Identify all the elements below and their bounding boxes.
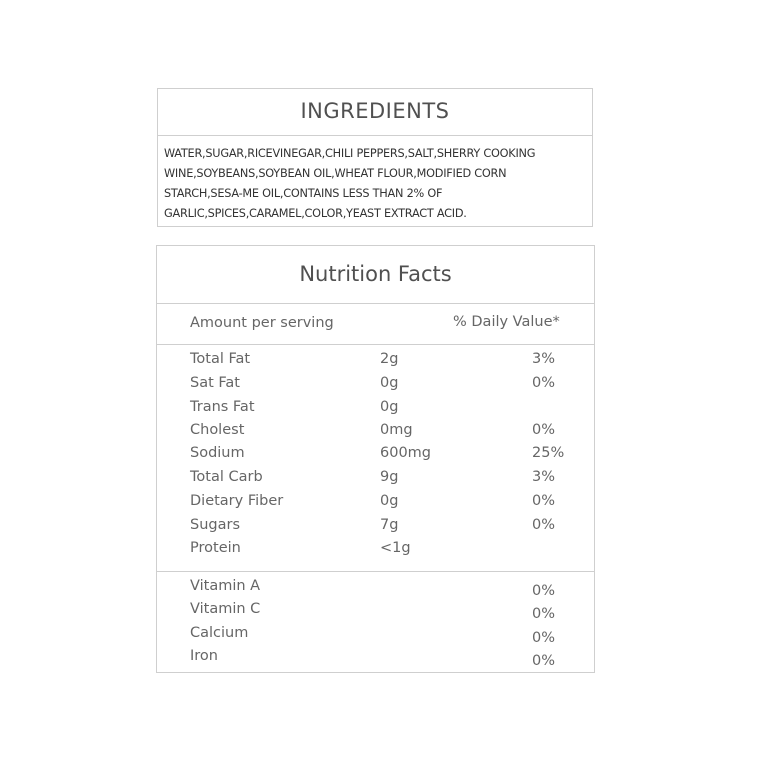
nutrient-daily-value: 0% bbox=[532, 517, 556, 533]
nutrient-name: Dietary Fiber bbox=[190, 493, 284, 509]
vitamin-daily-value: 0% bbox=[532, 653, 556, 669]
vitamin-daily-value: 0% bbox=[532, 583, 556, 599]
daily-value-label: % Daily Value* bbox=[453, 314, 560, 330]
nutrient-daily-value: 3% bbox=[532, 351, 556, 367]
ingredients-title: INGREDIENTS bbox=[158, 89, 592, 136]
nutrient-amount: 600mg bbox=[380, 445, 432, 461]
vitamin-name: Vitamin C bbox=[190, 601, 261, 617]
nutrient-daily-value: 3% bbox=[532, 469, 556, 485]
nutrient-daily-value: 0% bbox=[532, 422, 556, 438]
nutrient-name: Sat Fat bbox=[190, 375, 240, 391]
ingredients-panel bbox=[157, 88, 593, 227]
vitamin-row-iron bbox=[157, 648, 594, 670]
nutrition-facts-panel bbox=[156, 245, 595, 673]
nutrient-list bbox=[157, 345, 594, 572]
nutrient-row-sodium bbox=[157, 445, 594, 467]
nutrient-amount: 0g bbox=[380, 375, 399, 391]
nutrient-amount: <1g bbox=[380, 540, 411, 556]
nutrient-row-sat-fat bbox=[157, 375, 594, 397]
vitamin-daily-value: 0% bbox=[532, 606, 556, 622]
vitamin-row-calcium bbox=[157, 625, 594, 647]
nutrient-name: Total Carb bbox=[190, 469, 263, 485]
vitamin-daily-value: 0% bbox=[532, 630, 556, 646]
nutrient-amount: 2g bbox=[380, 351, 399, 367]
nutrient-amount: 0mg bbox=[380, 422, 413, 438]
nutrient-row-cholest bbox=[157, 422, 594, 444]
vitamin-row-vitamin-c bbox=[157, 601, 594, 623]
nutrient-amount: 9g bbox=[380, 469, 399, 485]
vitamin-list bbox=[157, 572, 594, 674]
nutrient-daily-value: 0% bbox=[532, 375, 556, 391]
nutrient-amount: 0g bbox=[380, 493, 399, 509]
vitamin-name: Iron bbox=[190, 648, 218, 664]
nutrient-name: Protein bbox=[190, 540, 241, 556]
vitamin-name: Calcium bbox=[190, 625, 249, 641]
nutrient-daily-value: 25% bbox=[532, 445, 565, 461]
nutrient-amount: 7g bbox=[380, 517, 399, 533]
nutrient-row-sugars bbox=[157, 517, 594, 539]
nutrition-facts-title: Nutrition Facts bbox=[157, 246, 594, 304]
nutrient-daily-value: 0% bbox=[532, 493, 556, 509]
nutrition-header-row bbox=[157, 304, 594, 345]
nutrient-name: Sugars bbox=[190, 517, 240, 533]
nutrient-name: Cholest bbox=[190, 422, 245, 438]
nutrient-row-total-fat bbox=[157, 351, 594, 373]
nutrient-row-protein bbox=[157, 540, 594, 562]
amount-per-serving-label: Amount per serving bbox=[190, 315, 334, 331]
nutrient-name: Total Fat bbox=[190, 351, 251, 367]
nutrient-name: Trans Fat bbox=[190, 399, 255, 415]
nutrient-name: Sodium bbox=[190, 445, 245, 461]
nutrient-row-total-carb bbox=[157, 469, 594, 491]
ingredients-list: WATER,SUGAR,RICEVINEGAR,CHILI PEPPERS,SALT,SHERRY COOKING WINE,SOYBEANS,SOYBEAN OIL,WHEAT FLOUR,MODIFIED CORN STARCH,SESA-ME OIL,CONTAINS LESS THAN 2% OF GARLIC,SPICES,CARAMEL,COLOR,YEAST EXTRACT ACID. bbox=[164, 147, 536, 220]
vitamin-row-vitamin-a bbox=[157, 578, 594, 600]
vitamin-name: Vitamin A bbox=[190, 578, 261, 594]
nutrient-amount: 0g bbox=[380, 399, 399, 415]
nutrient-row-trans-fat bbox=[157, 399, 594, 421]
nutrient-row-dietary-fiber bbox=[157, 493, 594, 515]
